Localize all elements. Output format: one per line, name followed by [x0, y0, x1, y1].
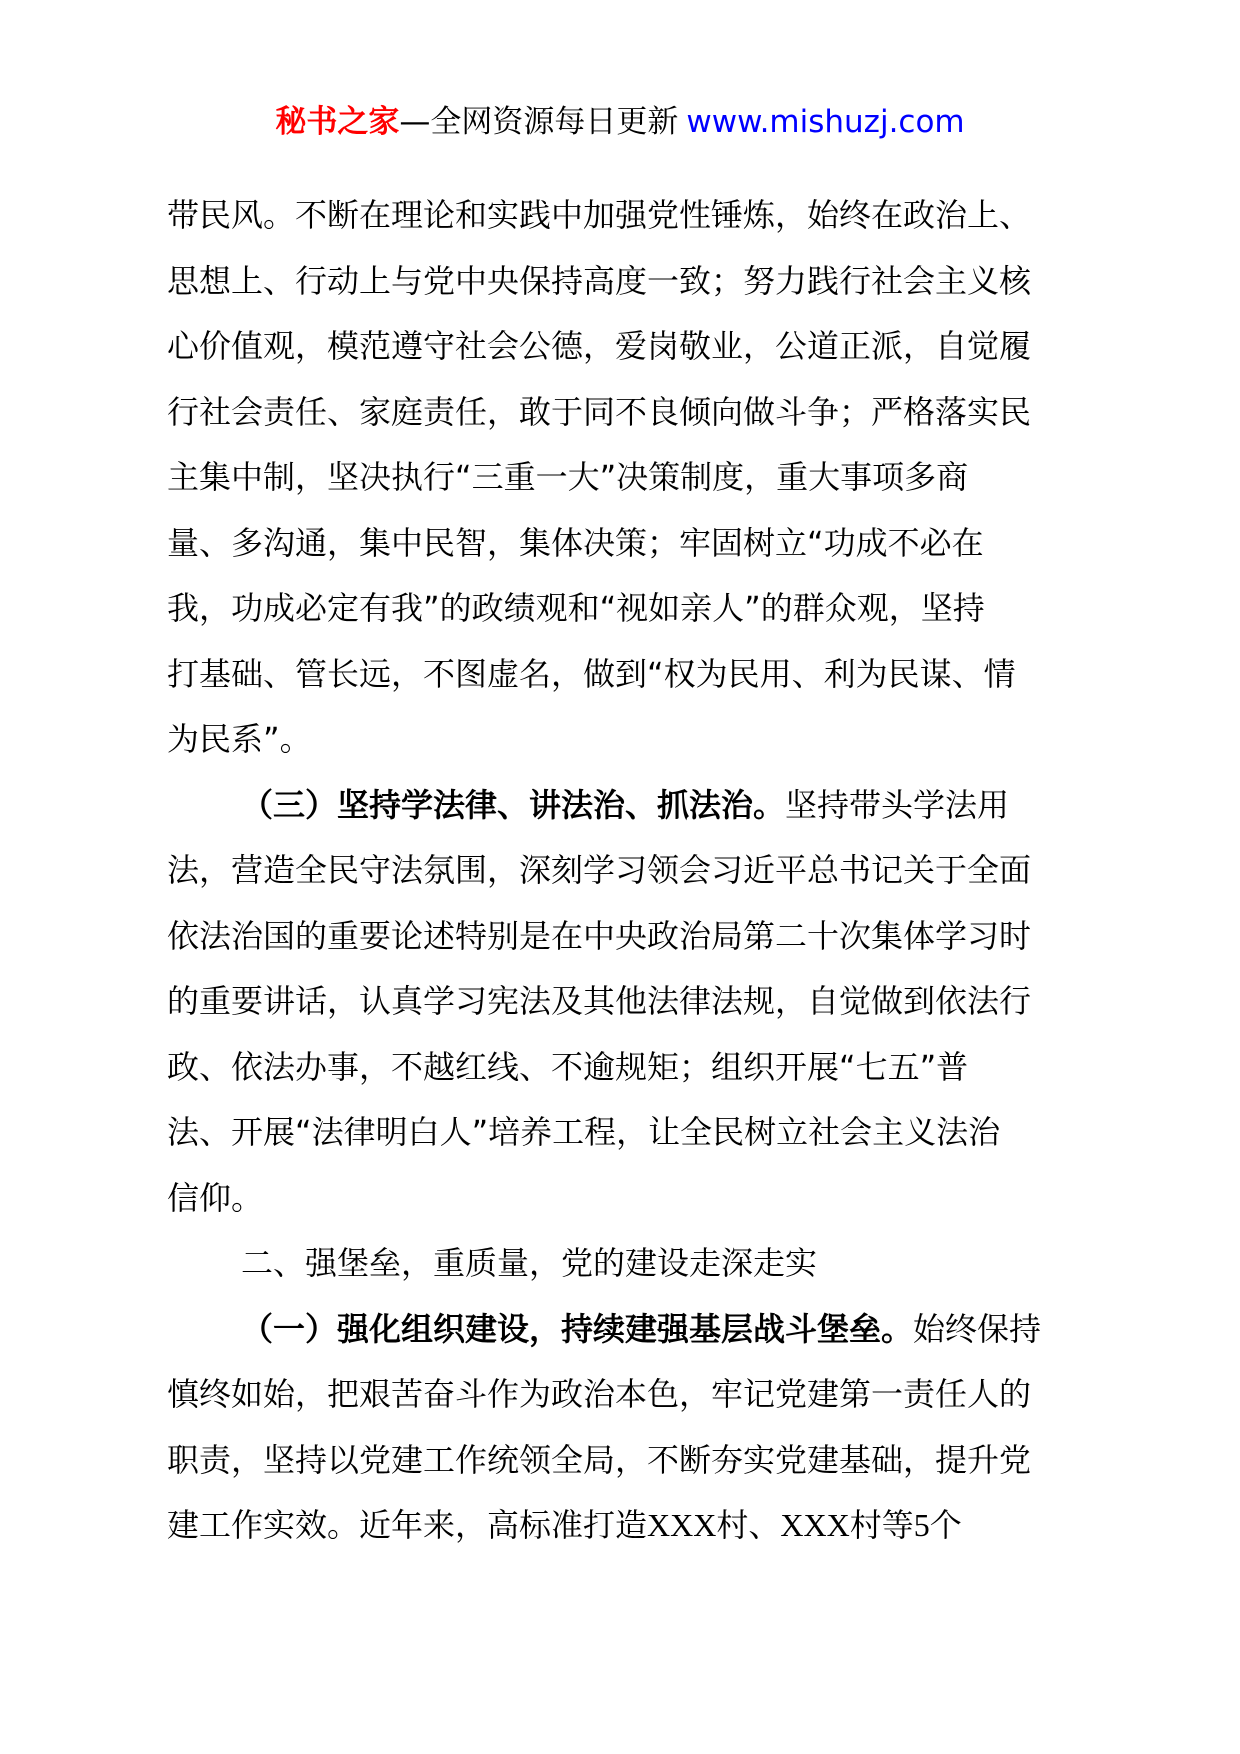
- text-line: 政、依法办事，不越红线、不逾规矩；组织开展“七五”普: [167, 1047, 969, 1086]
- text-line: 的重要讲话，认真学习宪法及其他法律法规，自觉做到依法行: [167, 982, 1032, 1020]
- text-line: 心价值观，模范遵守社会公德，爱岗敬业，公道正派，自觉履: [167, 327, 1032, 365]
- site-url[interactable]: www.mishuzj.com: [686, 104, 965, 140]
- text-run-latin: XXX: [647, 1507, 717, 1543]
- subsection-heading: （三）坚持学法律、讲法治、抓法治。: [241, 785, 786, 824]
- text-line: 主集中制，坚决执行“三重一大”决策制度，重大事项多商: [167, 458, 969, 496]
- subsection-heading: （一）强化组织建设，持续建强基层战斗堡垒。: [241, 1309, 914, 1348]
- text-line: 法，营造全民守法氛围，深刻学习领会习近平总书记关于全面: [167, 851, 1032, 889]
- brand-name: 秘书之家: [275, 104, 400, 140]
- text-run: 个: [929, 1506, 962, 1544]
- text-run: 村、: [716, 1506, 781, 1544]
- text-line: 行社会责任、家庭责任，敢于同不良倾向做斗争；严格落实民: [167, 392, 1032, 431]
- paragraph-first-line: [167, 773, 1071, 839]
- text-line: 依法治国的重要论述特别是在中央政治局第二十次集体学习时: [167, 916, 1032, 955]
- text-line: 为民系”。: [167, 720, 312, 758]
- text-line: 打基础、管长远，不图虚名，做到“权为民用、利为民谋、情: [167, 654, 1016, 693]
- text-run: 村等: [849, 1506, 914, 1544]
- text-run: 建工作实效。近年来，高标准打造: [167, 1506, 648, 1544]
- text-line: 法、开展“法律明白人”培养工程，让全民树立社会主义法治: [167, 1113, 1001, 1151]
- document-body: [167, 183, 1071, 1559]
- watermark-header: [0, 100, 1240, 144]
- text-line: 量、多沟通，集中民智，集体决策；牢固树立“功成不必在: [167, 523, 984, 562]
- text-line: 我，功成必定有我”的政绩观和“视如亲人”的群众观，坚持: [167, 589, 985, 627]
- text-line: 职责，坚持以党建工作统领全局，不断夯实党建基础，提升党: [167, 1440, 1032, 1479]
- paragraph-first-line: [167, 1297, 1071, 1363]
- section-title: 二、强堡垒，重质量，党的建设走深走实: [241, 1244, 818, 1282]
- text-run-latin: XXX: [780, 1507, 850, 1543]
- text-line: 信仰。: [167, 1178, 264, 1217]
- text-line: 思想上、行动上与党中央保持高度一致；努力践行社会主义核: [167, 261, 1032, 300]
- text-line-last: [167, 1493, 1071, 1559]
- header-slogan: —全网资源每日更新: [399, 104, 679, 140]
- text-line: 带民风。不断在理论和实践中加强党性锤炼，始终在政治上、: [167, 196, 1032, 234]
- text-run: 始终保持: [913, 1309, 1042, 1348]
- text-line: 慎终如始，把艰苦奋斗作为政治本色，牢记党建第一责任人的: [167, 1375, 1032, 1413]
- text-run: 坚持带头学法用: [785, 785, 1010, 824]
- text-run-number: 5: [913, 1507, 930, 1543]
